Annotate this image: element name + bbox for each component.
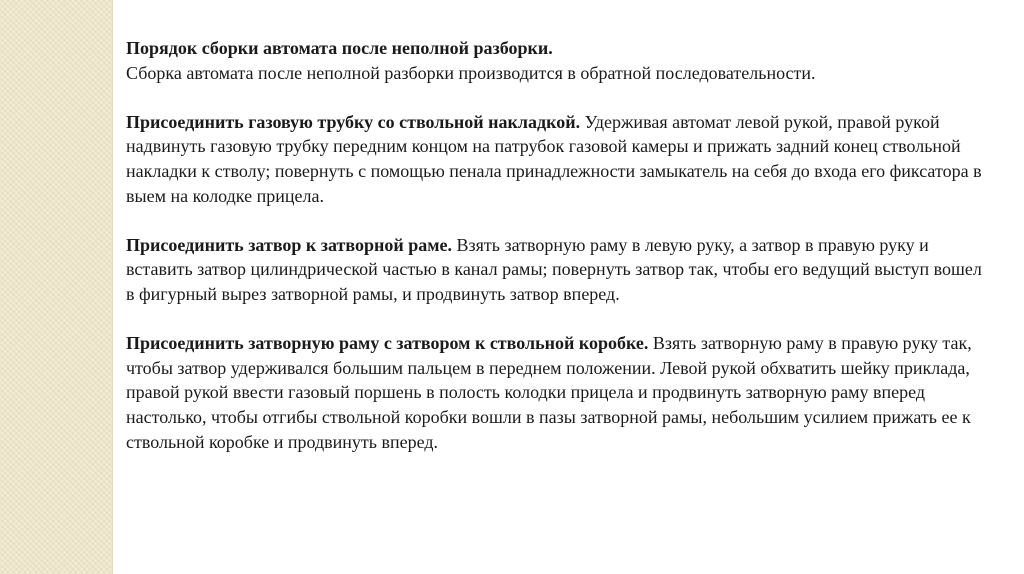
slide-content (126, 36, 986, 454)
step-text-bolt: Взять затворную раму в левую руку, а затвор в правую руку и вставить затвор цилиндрической частью в канал рамы; повернуть затвор так, чтобы его ведущий выступ вошел в фигурный вырез затворной рамы, и продвинуть затвор вперед. (126, 234, 982, 304)
intro-paragraph (126, 36, 986, 85)
step-heading-gas-tube: Присоединить газовую трубку со ствольной накладкой. (126, 111, 581, 132)
step-paragraph-bolt (126, 233, 986, 307)
side-strip-edge (112, 0, 113, 574)
step-heading-bolt-carrier: Присоединить затворную раму с затвором к ствольной коробке. (126, 333, 649, 354)
step-paragraph-bolt-carrier (126, 331, 986, 454)
step-paragraph-gas-tube (126, 110, 986, 208)
slide-intro: Сборка автомата после неполной разборки производится в обратной последовательности. (126, 62, 816, 83)
slide-title: Порядок сборки автомата после неполной разборки. (126, 38, 553, 58)
step-heading-bolt: Присоединить затвор к затворной раме. (126, 234, 453, 255)
decorative-side-strip (0, 0, 112, 574)
step-text-gas-tube: Удерживая автомат левой рукой, правой рукой надвинуть газовую трубку передним концом на патрубок газовой камеры и прижать задний конец ствольной накладки к стволу; повернуть с помощью пенала принадлежности замыкатель на себя до входа его фиксатора в выем на колодке прицела. (126, 111, 982, 206)
step-text-bolt-carrier: Взять затворную раму в правую руку так, чтобы затвор удерживался большим пальцем в переднем положении. Левой рукой обхватить шейку приклада, правой рукой ввести газовый поршень в полость колодки прицела и продвинуть затворную раму вперед настолько, чтобы отгибы ствольной коробки вошли в пазы затворной рамы, небольшим усилием прижать ее к ствольной коробке и продвинуть вперед. (126, 333, 972, 452)
